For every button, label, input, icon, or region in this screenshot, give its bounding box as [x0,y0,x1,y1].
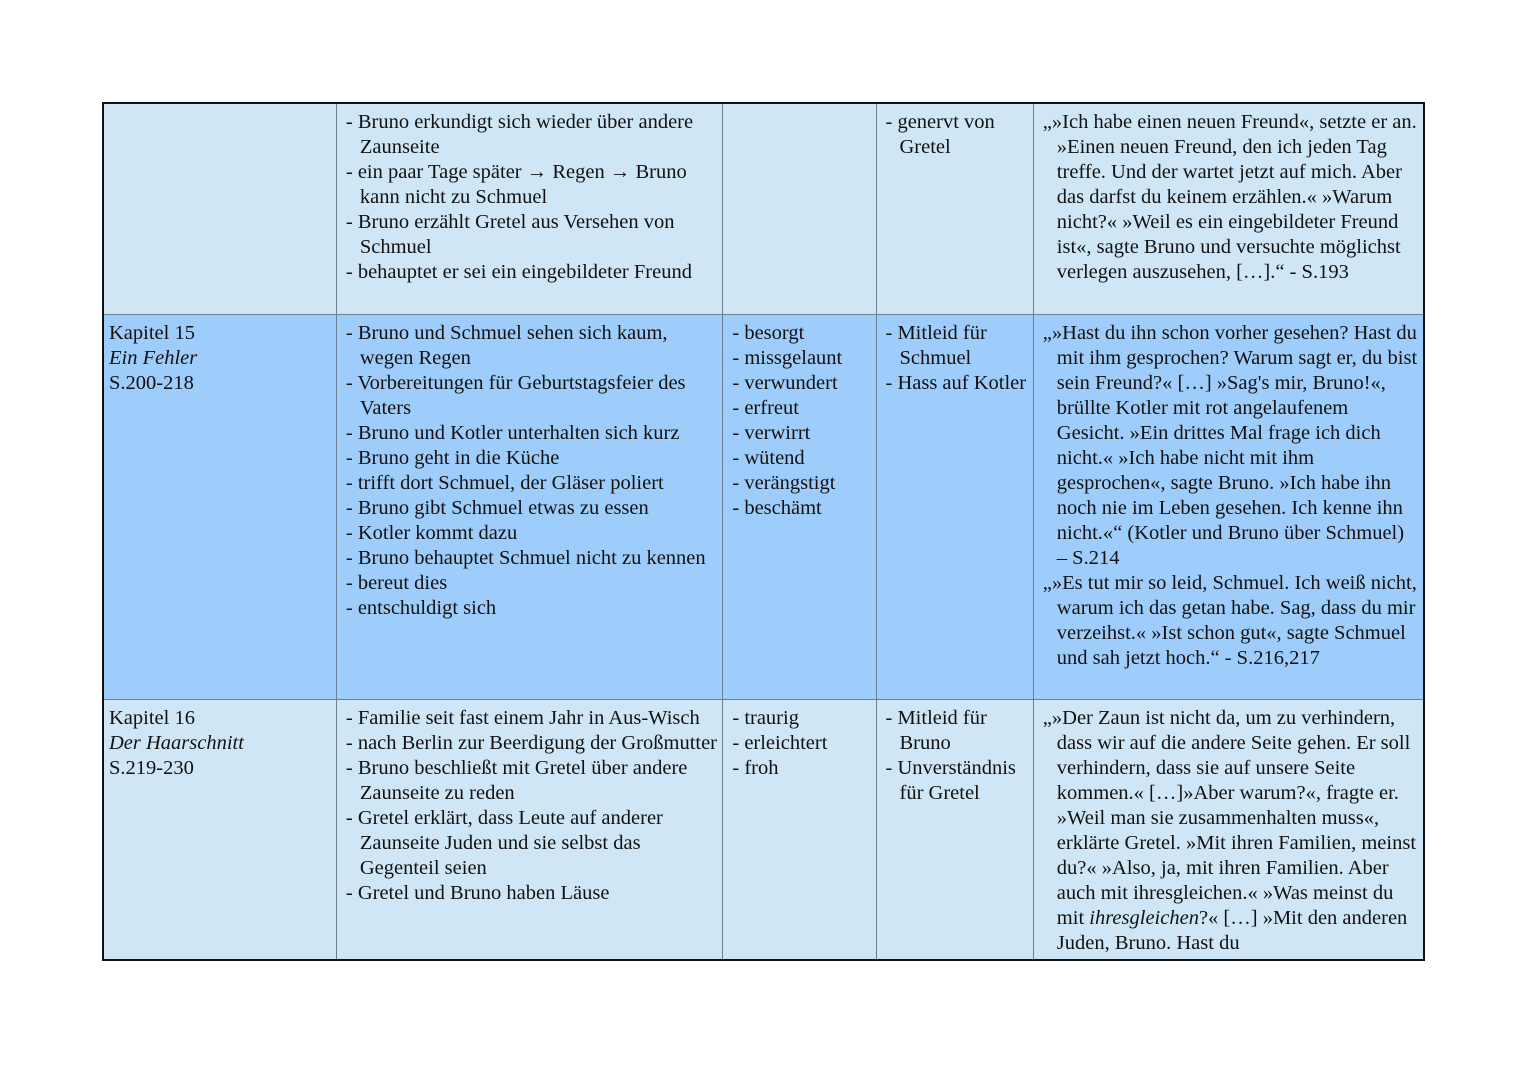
list-item: - froh [728,756,870,781]
quote: „»Es tut mir so leid, Schmuel. Ich weiß nicht, warum ich das getan habe. Sag, dass du mir verzeihst.« »Ist schon gut«, sagte Schmuel und sah jetzt hoch.“ - S.216,217 [1042,571,1417,669]
emotions-cell [723,699,876,960]
list-item: - nach Berlin zur Beerdigung der Großmutter [342,731,718,756]
feelings-cell [876,314,1033,699]
list-item: - ein paar Tage später → Regen → Bruno kann nicht zu Schmuel [342,160,718,210]
list-item: - Familie seit fast einem Jahr in Aus-Wisch [342,706,718,731]
quotes-cell [1033,699,1424,960]
feelings-list [882,110,1028,160]
list-item: - Bruno erzählt Gretel aus Versehen von Schmuel [342,210,718,260]
events-cell [336,103,723,314]
quotes-cell [1033,314,1424,699]
chapter-pages: S.219-230 [109,756,194,779]
list-item: - bereut dies [342,571,718,596]
events-list [342,110,718,285]
list-item: - Mitleid für Schmuel [882,321,1028,371]
chapter-cell [103,103,336,314]
emotions-list [728,321,870,521]
chapter-overview-table [102,102,1425,961]
chapter-number: Kapitel 16 [109,706,195,729]
events-cell [336,314,723,699]
feelings-list [882,706,1028,806]
list-item: - Mitleid für Bruno [882,706,1028,756]
list-item: - Bruno und Schmuel sehen sich kaum, wegen Regen [342,321,718,371]
chapter-cell [103,699,336,960]
chapter-pages: S.200-218 [109,371,194,394]
feelings-cell [876,103,1033,314]
list-item: - Bruno erkundigt sich wieder über andere Zaunseite [342,110,718,160]
table-row [103,103,1424,314]
list-item: - Bruno gibt Schmuel etwas zu essen [342,496,718,521]
emotions-cell [723,314,876,699]
quote: „»Hast du ihn schon vorher gesehen? Hast du mit ihm gesprochen? Warum sagt er, du bist sein Freund?« […] »Sag's mir, Bruno!«, brüllte Kotler mit rot angelaufenem Gesicht. »Ein drittes Mal frage ich dich nicht.« »Ich habe nicht mit ihm gesprochen«, sagte Bruno. »Ich habe ihn noch nie im Leben gesehen. Ich kenne ihn nicht.«“ (Kotler und Bruno über Schmuel) – S.214 [1042,321,1418,569]
events-list [342,321,718,621]
list-item: - Bruno geht in die Küche [342,446,718,471]
list-item: - Gretel erklärt, dass Leute auf anderer Zaunseite Juden und sie selbst das Gegenteil seien [342,806,718,881]
list-item: - beschämt [728,496,870,521]
list-item: - entschuldigt sich [342,596,718,621]
quote [1039,706,1418,956]
quote-text: ?« […] »Mit den anderen Juden, Bruno. Hast du [1056,906,1408,954]
feelings-list [882,321,1028,396]
quote-text: „»Der Zaun ist nicht da, um zu verhindern, dass wir auf die andere Seite gehen. Er soll verhindern, dass sie auf unsere Seite kommen.« […]»Aber warum?«, fragte er. »Weil man sie zusammenhalten muss«, erklärte Gretel. »Mit ihren Familien, meinst du?« »Also, ja, mit ihren Familien. Aber auch mit ihresgleichen.« »Was meinst du mit [1042,706,1417,929]
list-item: - verwundert [728,371,870,396]
feelings-cell [876,699,1033,960]
list-item: - Kotler kommt dazu [342,521,718,546]
events-list [342,706,718,906]
emotions-cell [723,103,876,314]
list-item: - verängstigt [728,471,870,496]
list-item: - Bruno und Kotler unterhalten sich kurz [342,421,718,446]
list-item: - erleichtert [728,731,870,756]
list-item: - verwirrt [728,421,870,446]
table-row [103,699,1424,960]
list-item: - Bruno beschließt mit Gretel über andere Zaunseite zu reden [342,756,718,806]
list-item: - Vorbereitungen für Geburtstagsfeier des Vaters [342,371,718,421]
quote: „»Ich habe einen neuen Freund«, setzte er an. »Einen neuen Freund, den ich jeden Tag treffe. Und der wartet jetzt auf mich. Aber das darfst du keinem erzählen.« »Warum nicht?« »Weil es ein eingebildeter Freund ist«, sagte Bruno und versuchte möglichst verlegen auszusehen, […].“ - S.193 [1042,111,1417,283]
list-item: - besorgt [728,321,870,346]
chapter-title: Ein Fehler [109,346,198,369]
chapter-number: Kapitel 15 [109,321,195,344]
list-item: - missgelaunt [728,346,870,371]
quote-italic-text: ihresgleichen [1089,906,1199,929]
list-item: - wütend [728,446,870,471]
events-cell [336,699,723,960]
table-row [103,314,1424,699]
list-item: - Gretel und Bruno haben Läuse [342,881,718,906]
chapter-cell [103,314,336,699]
list-item: - erfreut [728,396,870,421]
list-item: - trifft dort Schmuel, der Gläser poliert [342,471,718,496]
chapter-title: Der Haarschnitt [109,731,244,754]
list-item: - traurig [728,706,870,731]
list-item: - genervt von Gretel [882,110,1028,160]
emotions-list [728,706,870,781]
list-item: - behauptet er sei ein eingebildeter Freund [342,260,718,285]
list-item: - Unverständnis für Gretel [882,756,1028,806]
list-item: - Bruno behauptet Schmuel nicht zu kennen [342,546,718,571]
quotes-cell [1033,103,1424,314]
list-item: - Hass auf Kotler [882,371,1028,396]
